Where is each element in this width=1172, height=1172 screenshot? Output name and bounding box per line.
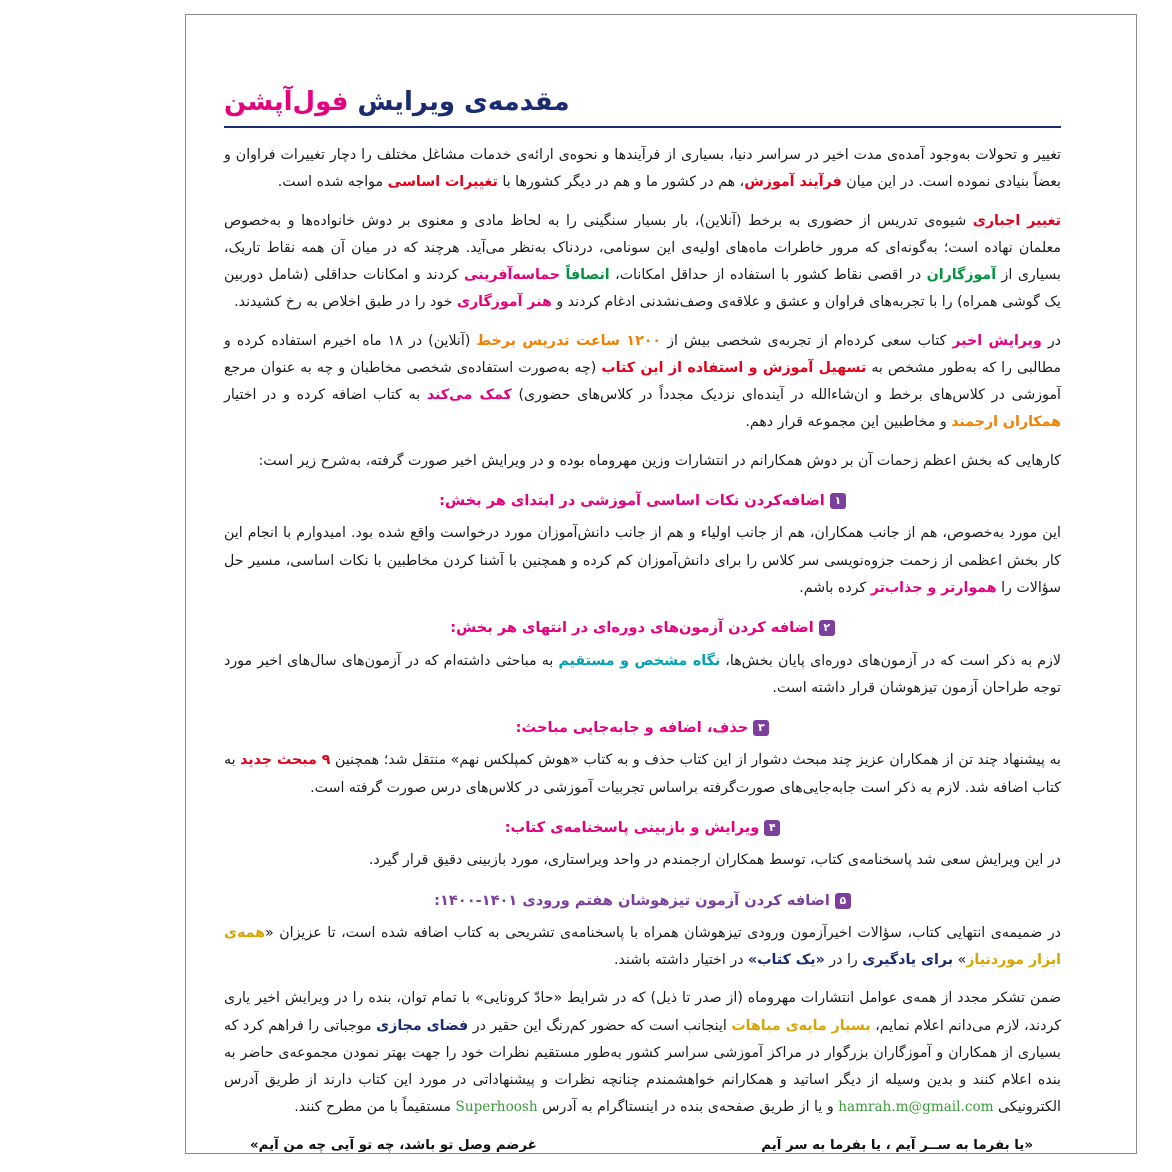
list-item-4-title: ویرایش و بازبینی پاسخنامه‌ی کتاب:	[504, 818, 760, 836]
page-title	[224, 85, 1061, 120]
text-run: کرده باشم.	[799, 579, 871, 596]
list-item-4-body: در این ویرایش سعی شد پاسخنامه‌ی کتاب، توسط همکاران ارجمندم در واحد ویراستاری، مورد بازبینی دقیق قرار گیرد.	[368, 852, 1061, 869]
text-run: (چه به‌صورت استفاده‌ی شخصی مخاطبان و چه به عنوان مرجع آموزشی در کلاس‌های برخط و ان‌شاءالله در آینده‌ای نزدیک مجدداً در کلاس‌های حضوری)	[224, 359, 1061, 404]
text-run: به کتاب اضافه کرده و در اختیار	[224, 387, 427, 404]
paragraph-intro-1	[224, 142, 1061, 197]
text-run: را در	[824, 952, 863, 969]
text-run: کردند و امکانات حداقلی (شامل دوربین یک گوشی همراه) را با تجربه‌های فراوان و عشق و علاقه‌ی وصف‌نشدنی ادغام کردند و	[224, 267, 1061, 311]
list-number-badge-1: ۱	[830, 493, 846, 509]
highlight-magenta: هموارتر و جذاب‌تر	[870, 579, 997, 596]
highlight-gold: همه‌ی ابزار موردنیاز	[224, 924, 1061, 969]
text-run: در اختیار داشته باشند.	[613, 952, 749, 969]
text-run: لازم به ذکر است که در آزمون‌های دوره‌ای پایان بخش‌ها،	[720, 652, 1061, 669]
text-run: به کتاب اضافه شد. لازم به ذکر است جابه‌جایی‌های صورت‌گرفته براساس تجربیات آموزشی در کلاس‌های درس صورت گرفته است.	[224, 752, 1061, 796]
paragraph-intro-3	[224, 328, 1061, 437]
list-number-badge-5: ۵	[835, 893, 851, 909]
text-run: اینجانب است که حضور کم‌رنگ این حقیر در	[468, 1017, 732, 1034]
text-run: (آنلاین) در ۱۸ ماه اخیرم استفاده کرده و مطالبی را که به‌طور مشخص به	[224, 332, 1061, 376]
text-run: ، هم در کشور ما و هم در دیگر کشورها با	[497, 174, 745, 191]
text-run: در اقصی نقاط کشور با استفاده از حداقل امکانات،	[609, 267, 927, 284]
text-run: خود را در طبق اخلاص به رخ کشیدند.	[234, 294, 457, 311]
couplet-hemistich-left: غرضم وصل تو باشد، چه تو آیی چه من آیم»	[250, 1137, 537, 1153]
text-run: شیوه‌ی تدریس از حضوری به برخط (آنلاین)، بار بسیار سنگینی را به لحاظ مادی و معنوی بر دوش خانواده‌ها و به‌خصوص معلمان نهاده است؛ به‌گونه‌ای که مرور خاطرات ماه‌های اولیه‌ی این سونامی، دردناک به‌نظر می‌آید. هرچند که در میان آن همه نقاط تاریک، بسیاری از	[224, 212, 1061, 284]
list-item-2-body	[224, 648, 1061, 703]
highlight-blue: «یک کتاب»	[748, 952, 825, 969]
list-item-5-heading	[224, 889, 1061, 912]
list-item-1-body	[224, 520, 1061, 602]
text-run: مستقیماً با من مطرح کنند.	[294, 1099, 456, 1116]
page-title-main: مقدمه‌ی ویرایش	[348, 87, 570, 117]
list-item-5-title: اضافه کردن آزمون تیزهوشان هفتم ورودی ۱۴۰۱-۱۴۰۰:	[434, 891, 830, 909]
document-page	[185, 14, 1137, 1154]
highlight-magenta: هنر آموزگاری	[456, 294, 552, 311]
text-run: در	[1041, 332, 1061, 349]
paragraph-list-leadin: کارهایی که بخش اعظم زحمات آن بر دوش همکارانم در انتشارات وزین مهروماه بوده و در ویرایش اخیر صورت گرفته، به‌شرح زیر است:	[258, 452, 1061, 469]
list-item-2-title: اضافه کردن آزمون‌های دوره‌ای در انتهای هر بخش:	[450, 619, 814, 637]
list-item-1-title: اضافه‌کردن نکات اساسی آموزشی در ابتدای هر بخش:	[439, 492, 825, 510]
list-item-3-title: حذف، اضافه و جابه‌جایی مباحث:	[515, 719, 749, 737]
highlight-orange: ۱۲۰۰ ساعت تدریس برخط	[476, 332, 662, 349]
highlight-red: تغییر اجباری	[972, 212, 1062, 229]
text-run: موجباتی را فراهم کرد که بسیاری از همکاران و آموزگاران بزرگوار در مراکز آموزشی سراسر کشور به‌طور مستقیم نظرات خود را جهت بهتر نمودن مجموعه‌ی حاضر به بنده اعلام کنند و بدین وسیله از دیگر اساتید و همکارانم خواهشمندم چنانچه نظرات و پیشنهاداتی در مورد این کتاب دارند از طریق آدرس الکترونیکی	[224, 1017, 1061, 1116]
highlight-green: انصافاً	[565, 267, 610, 284]
text-run: »	[953, 952, 967, 969]
instagram-handle[interactable]: Superhoosh	[455, 1099, 538, 1116]
highlight-red: تغییرات اساسی	[387, 174, 498, 191]
list-number-badge-4: ۴	[764, 820, 780, 836]
highlight-blue: برای یادگیری	[862, 952, 954, 969]
list-item-3-heading	[224, 716, 1061, 739]
highlight-orange: همکاران ارجمند	[951, 414, 1061, 431]
list-item-1-heading	[224, 489, 1061, 512]
title-divider	[224, 126, 1061, 128]
list-number-badge-2: ۲	[819, 620, 835, 636]
list-item-5-body	[224, 920, 1061, 975]
list-item-3-body	[224, 747, 1061, 802]
highlight-gold: بسیار مایه‌ی مباهات	[731, 1017, 871, 1034]
closing-couplet	[224, 1138, 1061, 1153]
page-title-accent: فول‌آپشن	[224, 87, 349, 117]
highlight-magenta: ویرایش اخیر	[952, 332, 1042, 349]
list-item-2-heading	[224, 616, 1061, 639]
highlight-red: تسهیل آموزش و استفاده از این کتاب	[601, 359, 867, 376]
document-content	[224, 85, 1061, 1153]
text-run: به پیشنهاد چند تن از همکاران عزیز چند مبحث دشوار از این کتاب حذف و به کتاب «هوش کمپلکس نهم» منتقل شد؛ همچنین	[330, 752, 1061, 769]
text-run: کتاب سعی کرده‌ام از تجربه‌ی شخصی بیش از	[661, 332, 953, 349]
highlight-red: ۹ مبحث جدید	[240, 752, 331, 769]
couplet-hemistich-right: «یا بفرما به ســر آیم ، یا بفرما به سر آیم	[761, 1137, 1033, 1153]
highlight-red: فرآیند آموزش	[744, 174, 842, 191]
paragraph-closing	[224, 985, 1061, 1121]
highlight-green: آموزگاران	[926, 267, 997, 284]
highlight-magenta: کمک می‌کند	[426, 387, 512, 404]
highlight-magenta: حماسه‌آفرینی	[463, 267, 561, 284]
text-run: این مورد به‌خصوص، هم از جانب همکاران، هم از جانب اولیاء و هم از جانب دانش‌آموزان مورد درخواست واقع شده بود. امیدوارم با انجام این کار بخش اعظمی از زحمت جزوه‌نویسی سر کلاس را برای دانش‌آموزان کم کرده و همچنین با آشنا کردن مخاطبین با نکات اساسی، مسیر حل سؤالات را	[224, 525, 1061, 596]
text-run: ضمن تشکر مجدد از همه‌ی عوامل انتشارات مهروماه (از صدر تا ذیل) که در شرایط «حادّ کرونایی» با تمام توان، بنده را در ویرایش اخیر یاری کردند، لازم می‌دانم اعلام نمایم،	[224, 990, 1062, 1034]
text-run: به مباحثی داشته‌ام که در آزمون‌های سال‌های اخیر مورد توجه طراحان آزمون تیزهوشان قرار داشته است.	[224, 652, 1061, 696]
text-run: مواجه شده است.	[277, 174, 388, 191]
text-run: تغییر و تحولات به‌وجود آمده‌ی مدت اخیر در سراسر دنیا، بسیاری از فرآیندها و نحوه‌ی ارائه‌ی خدمات مشاغل مختلف را دچار تغییرات فراوان و بعضاً بنیادی نموده است. در این میان	[224, 147, 1061, 191]
list-number-badge-3: ۳	[753, 720, 769, 736]
contact-email[interactable]: hamrah.m@gmail.com	[838, 1099, 994, 1116]
list-item-4-heading	[224, 816, 1061, 839]
highlight-teal: نگاه مشخص و مستقیم	[558, 652, 721, 669]
text-run: در ضمیمه‌ی انتهایی کتاب، سؤالات اخیرآزمون ورودی تیزهوشان همراه با پاسخنامه‌ی تشریحی به کتاب اضافه شده است، تا عزیزان «	[264, 924, 1061, 941]
paragraph-intro-2	[224, 208, 1061, 317]
text-run: و یا از طریق صفحه‌ی بنده در اینستاگرام به آدرس	[537, 1099, 839, 1116]
text-run: و مخاطبین این مجموعه قرار دهم.	[745, 414, 952, 431]
highlight-blue: فضای مجازی	[376, 1017, 469, 1034]
